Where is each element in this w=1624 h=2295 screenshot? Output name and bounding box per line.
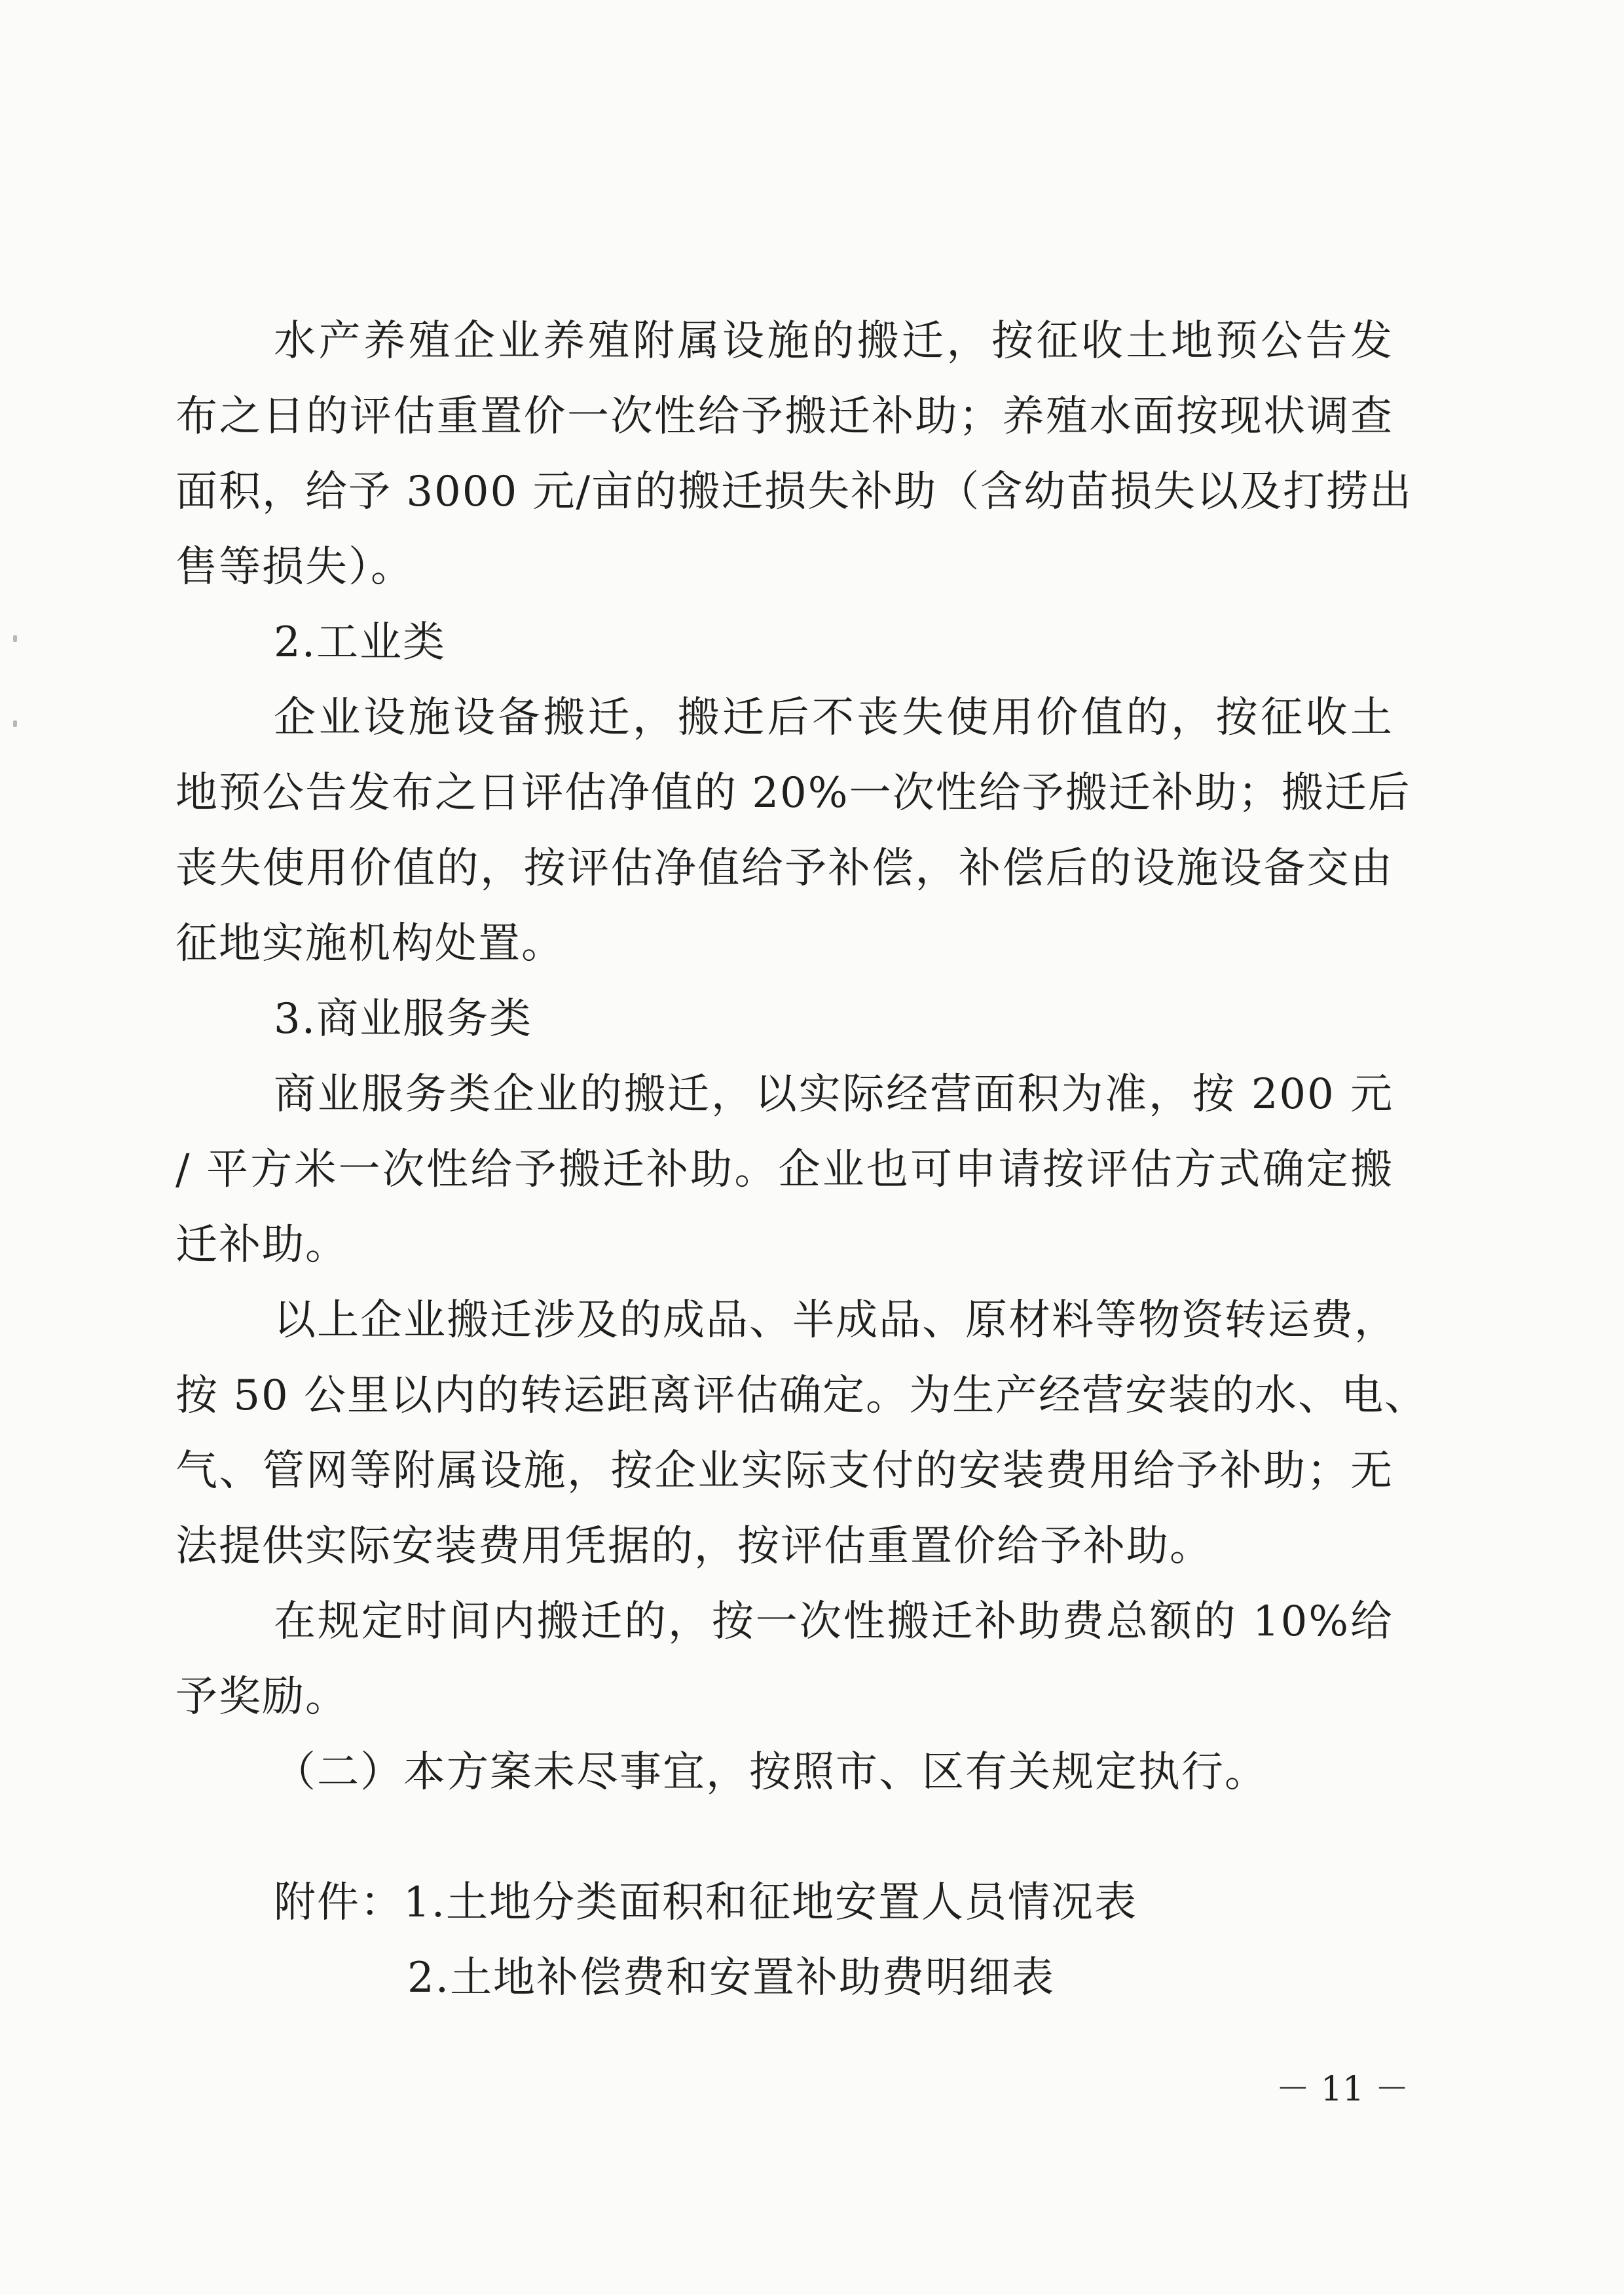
paragraph-line: 予奖励。	[175, 1673, 348, 1721]
paragraph-line: 迁补助。	[175, 1221, 348, 1269]
section-heading: 2.工业类	[274, 618, 447, 667]
scan-mark	[13, 635, 17, 642]
paragraph-line: 法提供实际安装费用凭据的，按评估重置价给予补助。	[175, 1522, 1213, 1571]
paragraph-line: 按 50 公里以内的转运距离评估确定。为生产经营安装的水、电、	[175, 1371, 1428, 1420]
paragraph-line: 售等损失）。	[175, 543, 414, 591]
paragraph-line: 商业服务类企业的搬迁，以实际经营面积为准，按 200 元	[274, 1070, 1393, 1119]
paragraph-line: 征地实施机构处置。	[175, 920, 564, 968]
paragraph-line: 丧失使用价值的，按评估净值给予补偿，补偿后的设施设备交由	[175, 844, 1393, 893]
scan-mark	[13, 720, 17, 727]
paragraph-line: 气、管网等附属设施，按企业实际支付的安装费用给予补助；无	[175, 1447, 1393, 1495]
paragraph-line: 布之日的评估重置价一次性给予搬迁补助；养殖水面按现状调查	[175, 392, 1393, 441]
paragraph-line: 在规定时间内搬迁的，按一次性搬迁补助费总额的 10%给	[274, 1597, 1393, 1646]
paragraph-line: 水产养殖企业养殖附属设施的搬迁，按征收土地预公告发	[274, 317, 1393, 365]
paragraph-line: 以上企业搬迁涉及的成品、半成品、原材料等物资转运费，	[274, 1296, 1397, 1345]
attachment-item: 2.土地补偿费和安置补助费明细表	[407, 1954, 1056, 2002]
paragraph-line: 企业设施设备搬迁，搬迁后不丧失使用价值的，按征收土	[274, 694, 1393, 742]
attachment-item: 附件：1.土地分类面积和征地安置人员情况表	[274, 1878, 1138, 1927]
paragraph-line: 地预公告发布之日评估净值的 20%一次性给予搬迁补助；搬迁后	[175, 769, 1411, 817]
paragraph-line: 面积，给予 3000 元/亩的搬迁损失补助（含幼苗损失以及打捞出	[175, 468, 1413, 516]
section-heading: 3.商业服务类	[274, 995, 533, 1043]
paragraph-line: （二）本方案未尽事宜，按照市、区有关规定执行。	[274, 1748, 1268, 1797]
page-number: － 11 －	[1276, 2070, 1409, 2109]
paragraph-line: / 平方米一次性给予搬迁补助。企业也可申请按评估方式确定搬	[175, 1146, 1393, 1194]
